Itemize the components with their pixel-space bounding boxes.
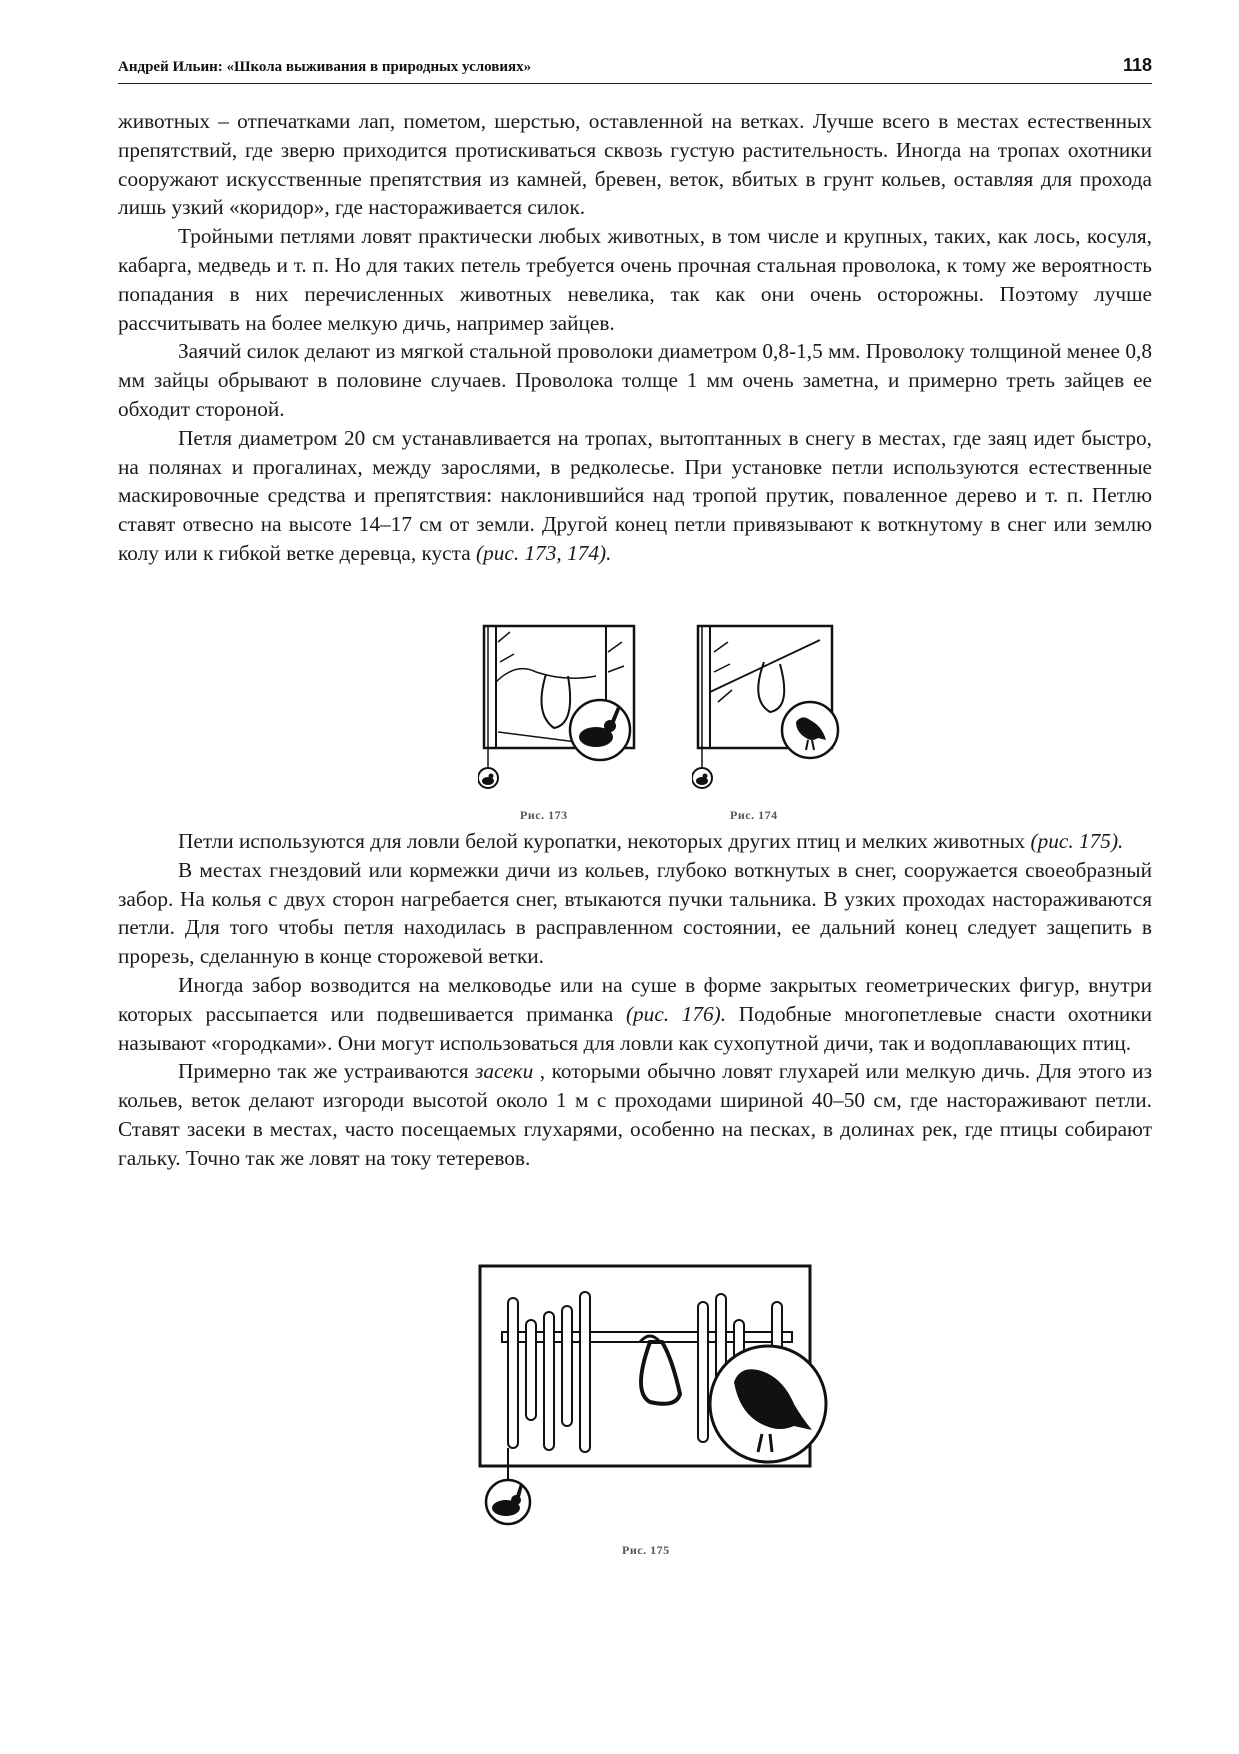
paragraph: животных – отпечатками лап, пометом, шерстью, оставленной на ветках. Лучше всего в местах естественных препятствий, где зверю приходится протискиваться сквозь густую растительность. Иногда на тропах охотники сооружают искусственные препятствия из камней, бревен, веток, вбитых в грунт кольев, оставляя для прохода лишь узкий «коридор», где настораживается силок. [118, 109, 1152, 220]
paragraph: Иногда забор возводится на мелководье или на суше в форме закрытых геометрических фигур, внутри которых рассыпается или подвешивается приманка (рис. 176). Подобные многопетлевые снасти охотники называют «городками». Они могут использоваться для ловли как сухопутной дичи, так и водоплавающих птиц. [118, 972, 1153, 1055]
snare-illustration-hare [478, 622, 648, 797]
figure-173 [478, 622, 648, 797]
text-block-top [118, 107, 1152, 568]
figure-173-caption: Рис. 173 [520, 808, 568, 822]
figure-reference: (рис. 176). [625, 1001, 727, 1026]
paragraph: Примерно так же устраиваются засеки , которыми обычно ловят глухарей или мелкую дичь. Для этого из кольев, веток делают изгороди высотой около 1 м с проходами шириной 40–50 см, где настораживают петли. Ставят засеки в местах, часто посещаемых глухарями, особенно на песках, в долинах рек, где птицы собирают гальку. Точно так же ловят на току тетеревов. [118, 1059, 1152, 1170]
figure-reference: (рис. 173, 174). [475, 540, 612, 565]
text-block-bottom [118, 827, 1152, 1173]
paragraph: Тройными петлями ловят практически любых животных, в том числе и крупных, таких, как лось, косуля, кабарга, медведь и т. п. Но для таких петель требуется очень прочная стальная проволока, к тому же вероятность попадания в них перечисленных животных невелика, так как они очень осторожны. Поэтому лучше рассчитывать на более мелкую дичь, например зайцев. [118, 224, 1152, 335]
fence-snare-illustration [472, 1262, 852, 1542]
snare-illustration-bird [692, 622, 852, 797]
paragraph: Петля диаметром 20 см устанавливается на тропах, вытоптанных в снегу в местах, где заяц идет быстро, на полянах и прогалинах, между зарослями, в редколесье. При установке петли используются естественные маскировочные средства и препятствия: наклонившийся над тропой прутик, поваленное дерево и т. п. Петлю ставят отвесно на высоте 14–17 см от земли. Другой конец петли привязывают к воткнутому в снег или землю колу или к гибкой ветке деревца, куста (рис. 173, 174). [118, 425, 1152, 565]
italic-term: засеки [475, 1059, 534, 1084]
paragraph: Петли используются для ловли белой куропатки, некоторых других птиц и мелких животных (рис. 175). [178, 829, 1124, 853]
figure-175 [472, 1262, 852, 1542]
figure-174 [692, 622, 852, 797]
running-header [118, 55, 1152, 84]
figure-174-caption: Рис. 174 [730, 808, 778, 822]
figure-reference: (рис. 175). [1030, 829, 1124, 853]
paragraph: В местах гнездовий или кормежки дичи из кольев, глубоко воткнутых в снег, сооружается своеобразный забор. На колья с двух сторон нагребается снег, втыкаются пучки тальника. В узких проходах настораживаются петли. Для того чтобы петля находилась в расправленном состоянии, ее дальний конец следует защепить в прорезь, сделанную в конце сторожевой ветки. [118, 857, 1152, 969]
page-number: 118 [1122, 55, 1152, 75]
figure-175-caption: Рис. 175 [622, 1543, 670, 1557]
header-title: Андрей Ильин: «Школа выживания в природных условиях» [118, 59, 532, 75]
paragraph: Заячий силок делают из мягкой стальной проволоки диаметром 0,8-1,5 мм. Проволоку толщиной менее 0,8 мм зайцы обрывают в половине случаев. Проволока толще 1 мм очень заметна, и примерно треть зайцев ее обходит стороной. [118, 339, 1152, 421]
